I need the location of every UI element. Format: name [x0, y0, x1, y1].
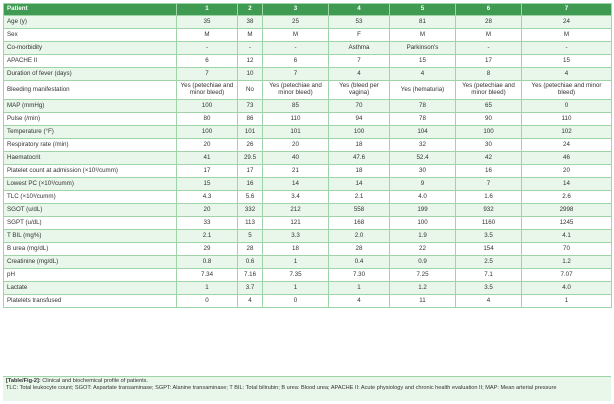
row-label: Platelet count at admission (×10³/cumm): [4, 165, 177, 178]
table-cell: 1: [263, 282, 329, 295]
table-cell: 30: [456, 139, 522, 152]
header-patient-7: 7: [522, 4, 612, 16]
table-row: [4, 126, 612, 139]
row-label: pH: [4, 269, 177, 282]
table-cell: 0.9: [390, 256, 456, 269]
row-label: B urea (mg/dL): [4, 243, 177, 256]
table-cell: 7.25: [390, 269, 456, 282]
table-cell: 558: [329, 204, 390, 217]
row-label: Temperature (°F): [4, 126, 177, 139]
table-cell: 35: [177, 16, 238, 29]
table-cell: 100: [177, 100, 238, 113]
table-cell: M: [238, 29, 263, 42]
table-cell: 101: [263, 126, 329, 139]
table-cell: 2998: [522, 204, 612, 217]
table-cell: M: [263, 29, 329, 42]
row-label: MAP (mmHg): [4, 100, 177, 113]
table-cell: 168: [329, 217, 390, 230]
patient-profile-table: [3, 3, 612, 308]
table-cell: 28: [238, 243, 263, 256]
table-cell: 4: [522, 68, 612, 81]
table-row: [4, 191, 612, 204]
row-label: Duration of fever (days): [4, 68, 177, 81]
table-cell: 20: [263, 139, 329, 152]
table-row: [4, 178, 612, 191]
table-cell: M: [522, 29, 612, 42]
table-header: [4, 4, 612, 16]
table-cell: 30: [390, 165, 456, 178]
table-cell: 4.3: [177, 191, 238, 204]
table-cell: 7: [329, 55, 390, 68]
table-cell: 1.2: [390, 282, 456, 295]
table-cell: 4: [456, 295, 522, 308]
table-row: [4, 256, 612, 269]
table-cell: -: [238, 42, 263, 55]
table-cell: 0: [263, 295, 329, 308]
header-patient-1: 1: [177, 4, 238, 16]
table-row: [4, 81, 612, 100]
table-cell: 4: [238, 295, 263, 308]
row-label: Respiratory rate (/min): [4, 139, 177, 152]
table-row: [4, 230, 612, 243]
table-cell: 47.6: [329, 152, 390, 165]
table-cell: 7.30: [329, 269, 390, 282]
row-label: TLC (×10³/cumm): [4, 191, 177, 204]
table-cell: 17: [456, 55, 522, 68]
table-cell: 42: [456, 152, 522, 165]
table-cell: 9: [390, 178, 456, 191]
table-cell: 18: [263, 243, 329, 256]
table-cell: 7: [177, 68, 238, 81]
table-cell: 14: [263, 178, 329, 191]
header-patient-4: 4: [329, 4, 390, 16]
header-patient-3: 3: [263, 4, 329, 16]
table-cell: Yes (petechiae and minor bleed): [456, 81, 522, 100]
table-cell: 0.4: [329, 256, 390, 269]
table-cell: Yes (petechiae and minor bleed): [522, 81, 612, 100]
table-cell: 4: [390, 68, 456, 81]
caption-title-line: [6, 378, 608, 385]
table-cell: 40: [263, 152, 329, 165]
table-cell: 29.5: [238, 152, 263, 165]
table-cell: 22: [390, 243, 456, 256]
table-row: [4, 55, 612, 68]
table-cell: 154: [456, 243, 522, 256]
table-cell: 1: [177, 282, 238, 295]
table-cell: 4.1: [522, 230, 612, 243]
table-row: [4, 217, 612, 230]
table-cell: 0.8: [177, 256, 238, 269]
table-cell: -: [522, 42, 612, 55]
table-cell: 932: [456, 204, 522, 217]
table-cell: 86: [238, 113, 263, 126]
table-cell: 7.07: [522, 269, 612, 282]
table-cell: 28: [456, 16, 522, 29]
table-row: [4, 152, 612, 165]
header-patient-label: Patient: [4, 4, 177, 16]
table-cell: 15: [522, 55, 612, 68]
table-cell: 21: [263, 165, 329, 178]
table-cell: 4.0: [390, 191, 456, 204]
table-cell: 7.1: [456, 269, 522, 282]
table-cell: 17: [177, 165, 238, 178]
table-cell: 5: [238, 230, 263, 243]
table-cell: 20: [522, 165, 612, 178]
table-cell: 46: [522, 152, 612, 165]
table-cell: 1160: [456, 217, 522, 230]
table-cell: 2.6: [522, 191, 612, 204]
row-label: SGPT (u/dL): [4, 217, 177, 230]
table-cell: 4.0: [522, 282, 612, 295]
table-cell: Yes (petechiae and minor bleed): [177, 81, 238, 100]
table-cell: 2.1: [329, 191, 390, 204]
header-patient-2: 2: [238, 4, 263, 16]
row-label: Lactate: [4, 282, 177, 295]
table-cell: 6: [177, 55, 238, 68]
table-cell: 100: [390, 217, 456, 230]
table-caption: [3, 376, 611, 401]
table-cell: 33: [177, 217, 238, 230]
caption-abbreviations: TLC: Total leukocyte count; SGOT: Aspartate transaminase; SGPT: Alanine transaminase; T BIL: Total bilirubin; B urea: Blood urea; APACHE II: Acute physiology and chronic health evaluation II; MAP: Mean arterial pressure: [6, 385, 557, 391]
row-label: Lowest PC (×10³/cumm): [4, 178, 177, 191]
table-cell: 102: [522, 126, 612, 139]
table-cell: M: [390, 29, 456, 42]
table-cell: 70: [329, 100, 390, 113]
table-cell: 3.7: [238, 282, 263, 295]
table-cell: 73: [238, 100, 263, 113]
table-cell: 10: [238, 68, 263, 81]
table-cell: 28: [329, 243, 390, 256]
table-cell: 110: [522, 113, 612, 126]
table-cell: 3.5: [456, 230, 522, 243]
table-cell: 1245: [522, 217, 612, 230]
table-cell: 7.34: [177, 269, 238, 282]
table-cell: 113: [238, 217, 263, 230]
table-row: [4, 295, 612, 308]
table-cell: 52.4: [390, 152, 456, 165]
table-cell: 65: [456, 100, 522, 113]
table-cell: 81: [390, 16, 456, 29]
table-cell: 2.0: [329, 230, 390, 243]
row-label: Sex: [4, 29, 177, 42]
table-row: [4, 269, 612, 282]
table-row: [4, 113, 612, 126]
table-cell: M: [177, 29, 238, 42]
table-cell: 18: [329, 165, 390, 178]
table-cell: Yes (petechiae and minor bleed): [263, 81, 329, 100]
table-cell: 11: [390, 295, 456, 308]
table-cell: 78: [390, 113, 456, 126]
table-cell: Yes (hematuria): [390, 81, 456, 100]
table-cell: 15: [177, 178, 238, 191]
table-row: [4, 100, 612, 113]
table-cell: 26: [238, 139, 263, 152]
row-label: Creatinine (mg/dL): [4, 256, 177, 269]
table-cell: 70: [522, 243, 612, 256]
table-cell: 0: [177, 295, 238, 308]
table-cell: 332: [238, 204, 263, 217]
table-row: [4, 243, 612, 256]
table-cell: 7.35: [263, 269, 329, 282]
table-row: [4, 42, 612, 55]
table-row: [4, 165, 612, 178]
row-label: Bleeding manifestation: [4, 81, 177, 100]
table-cell: 8: [456, 68, 522, 81]
table-cell: 100: [177, 126, 238, 139]
table-cell: 7.16: [238, 269, 263, 282]
header-patient-6: 6: [456, 4, 522, 16]
table-cell: 7: [263, 68, 329, 81]
table-cell: Parkinson's: [390, 42, 456, 55]
table-cell: 85: [263, 100, 329, 113]
table-cell: 14: [329, 178, 390, 191]
table-cell: 110: [263, 113, 329, 126]
table-cell: 14: [522, 178, 612, 191]
table-cell: 6: [263, 55, 329, 68]
table-cell: 3.5: [456, 282, 522, 295]
row-label: Platelets transfused: [4, 295, 177, 308]
table-cell: 12: [238, 55, 263, 68]
table-cell: 3.3: [263, 230, 329, 243]
table-row: [4, 139, 612, 152]
table-cell: 78: [390, 100, 456, 113]
caption-title: Clinical and biochemical profile of patients.: [42, 378, 148, 384]
table-cell: 94: [329, 113, 390, 126]
row-label: Age (y): [4, 16, 177, 29]
table-cell: 25: [263, 16, 329, 29]
table-cell: 24: [522, 16, 612, 29]
table-cell: 2.1: [177, 230, 238, 243]
table-cell: 0: [522, 100, 612, 113]
table-cell: 1: [263, 256, 329, 269]
table-cell: 53: [329, 16, 390, 29]
row-label: Pulse (/min): [4, 113, 177, 126]
table-cell: 18: [329, 139, 390, 152]
table-cell: 1.9: [390, 230, 456, 243]
table-cell: 5.6: [238, 191, 263, 204]
table-cell: M: [456, 29, 522, 42]
table-cell: 199: [390, 204, 456, 217]
row-label: SGOT (u/dL): [4, 204, 177, 217]
table-cell: F: [329, 29, 390, 42]
table-cell: 3.4: [263, 191, 329, 204]
table-row: [4, 68, 612, 81]
table-row: [4, 16, 612, 29]
table-cell: 4: [329, 295, 390, 308]
table-cell: 80: [177, 113, 238, 126]
row-label: Haematocrit: [4, 152, 177, 165]
table-cell: -: [263, 42, 329, 55]
table-cell: 1: [329, 282, 390, 295]
table-cell: 20: [177, 204, 238, 217]
table-cell: 100: [456, 126, 522, 139]
table-cell: 16: [238, 178, 263, 191]
table-cell: Yes (bleed per vagina): [329, 81, 390, 100]
table-cell: 1.6: [456, 191, 522, 204]
table-cell: 17: [238, 165, 263, 178]
row-label: APACHE II: [4, 55, 177, 68]
table-cell: 1.2: [522, 256, 612, 269]
table-cell: 29: [177, 243, 238, 256]
table-row: [4, 282, 612, 295]
table-cell: 32: [390, 139, 456, 152]
table-body: [4, 16, 612, 308]
table-cell: 20: [177, 139, 238, 152]
table-cell: 1: [522, 295, 612, 308]
row-label: T BIL (mg%): [4, 230, 177, 243]
header-row: [4, 4, 612, 16]
table-cell: 121: [263, 217, 329, 230]
table-cell: Asthma: [329, 42, 390, 55]
table-cell: -: [456, 42, 522, 55]
table-cell: 4: [329, 68, 390, 81]
table-row: [4, 204, 612, 217]
table-cell: 100: [329, 126, 390, 139]
table-cell: 0.6: [238, 256, 263, 269]
table-cell: 90: [456, 113, 522, 126]
table-cell: -: [177, 42, 238, 55]
table-cell: 41: [177, 152, 238, 165]
row-label: Co-morbidity: [4, 42, 177, 55]
caption-tag: [Table/Fig-2]:: [6, 378, 41, 384]
table-cell: 7: [456, 178, 522, 191]
table-cell: 24: [522, 139, 612, 152]
table-cell: 15: [390, 55, 456, 68]
table-row: [4, 29, 612, 42]
header-patient-5: 5: [390, 4, 456, 16]
table-cell: 104: [390, 126, 456, 139]
table-cell: 101: [238, 126, 263, 139]
table-cell: 2.5: [456, 256, 522, 269]
table-cell: 16: [456, 165, 522, 178]
table-cell: No: [238, 81, 263, 100]
table-cell: 38: [238, 16, 263, 29]
table-cell: 212: [263, 204, 329, 217]
